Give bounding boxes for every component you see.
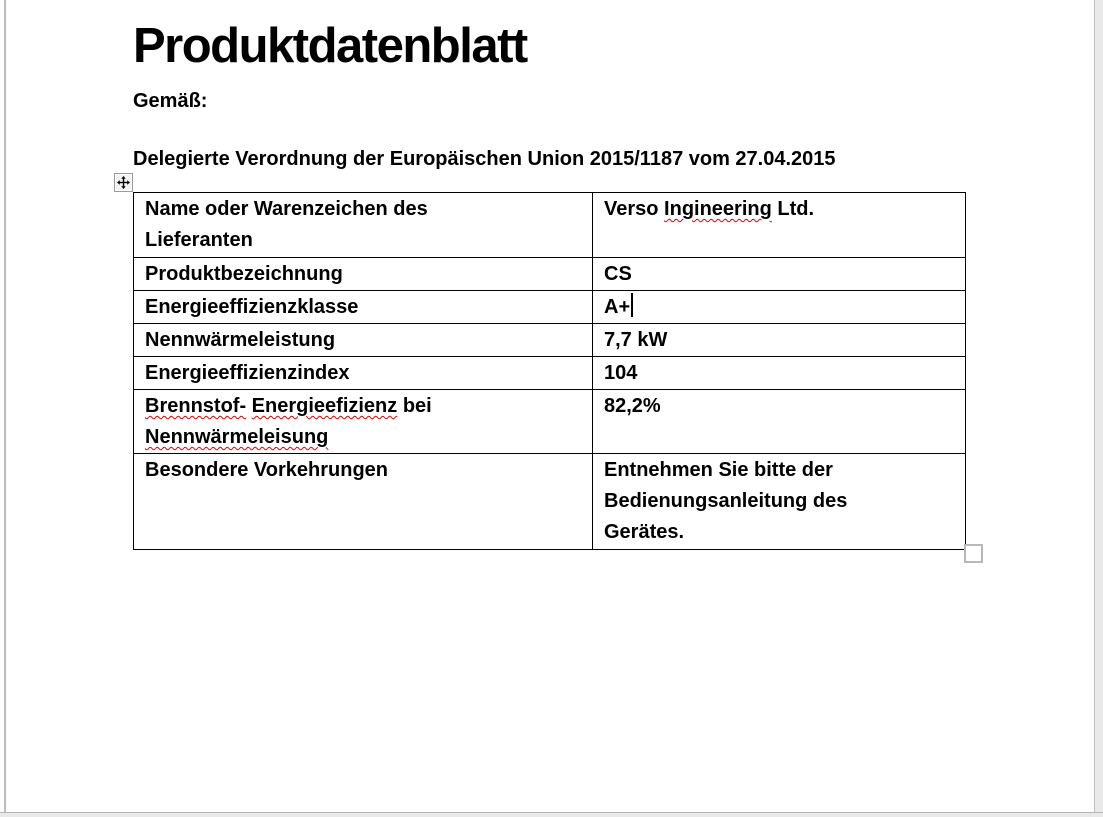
row-label: Besondere Vorkehrungen [145,459,389,481]
value-text: 104 [604,362,638,384]
misspelled-word: Brennstof- [145,395,247,417]
value-cell[interactable] [593,390,966,454]
row-label: Nennwärmeleistung [145,329,336,351]
gemaess-paragraph[interactable]: Gemäß: [133,90,208,112]
value-cell[interactable] [593,258,966,291]
regulation-paragraph[interactable]: Delegierte Verordnung der Europäischen Union 2015/1187 vom 27.04.2015 [133,148,836,170]
table-resize-handle[interactable] [964,544,983,563]
window-edge-bottom [0,812,1103,817]
value-cell[interactable] [593,324,966,357]
value-text: 7,7 kW [604,329,668,351]
label-cell[interactable] [134,291,593,324]
misspelled-word: Nennwärmeleisung [145,426,329,448]
table-row [134,291,966,324]
table-row [134,454,966,550]
label-cell[interactable] [134,357,593,390]
row-label: Name oder Warenzeichen des Lieferanten [145,198,428,251]
table-row [134,357,966,390]
row-label: Energieeffizienzindex [145,362,350,384]
label-cell[interactable] [134,390,593,454]
value-cell[interactable] [593,454,966,550]
row-label: Energieeffizienzklasse [145,296,359,318]
row-label: bei [397,395,432,417]
value-text: A+ [604,296,631,318]
label-cell[interactable] [134,454,593,550]
page-border-left [4,0,6,812]
value-cell[interactable] [593,193,966,258]
window-edge-right [1094,0,1103,817]
label-cell[interactable] [134,258,593,291]
table-row [134,193,966,258]
table-row [134,324,966,357]
move-icon [117,176,130,189]
value-text: CS [604,263,632,285]
text-cursor [631,293,633,317]
misspelled-word: Energieefizienz [251,395,398,417]
product-data-table [133,192,966,550]
table-move-handle[interactable] [114,173,133,192]
value-text: 82,2% [604,395,661,417]
value-text: Verso [604,198,665,220]
label-cell[interactable] [134,193,593,258]
value-cell[interactable] [593,357,966,390]
value-text: Entnehmen Sie bitte der Bedienungsanleitung des Gerätes. [604,459,848,543]
row-label: Produktbezeichnung [145,263,343,285]
table-row [134,390,966,454]
misspelled-word: Ingineering [664,198,772,220]
label-cell[interactable] [134,324,593,357]
page-title: Produktdatenblatt [133,19,527,73]
value-cell[interactable] [593,291,966,324]
table-row [134,258,966,291]
value-text: Ltd. [771,198,815,220]
